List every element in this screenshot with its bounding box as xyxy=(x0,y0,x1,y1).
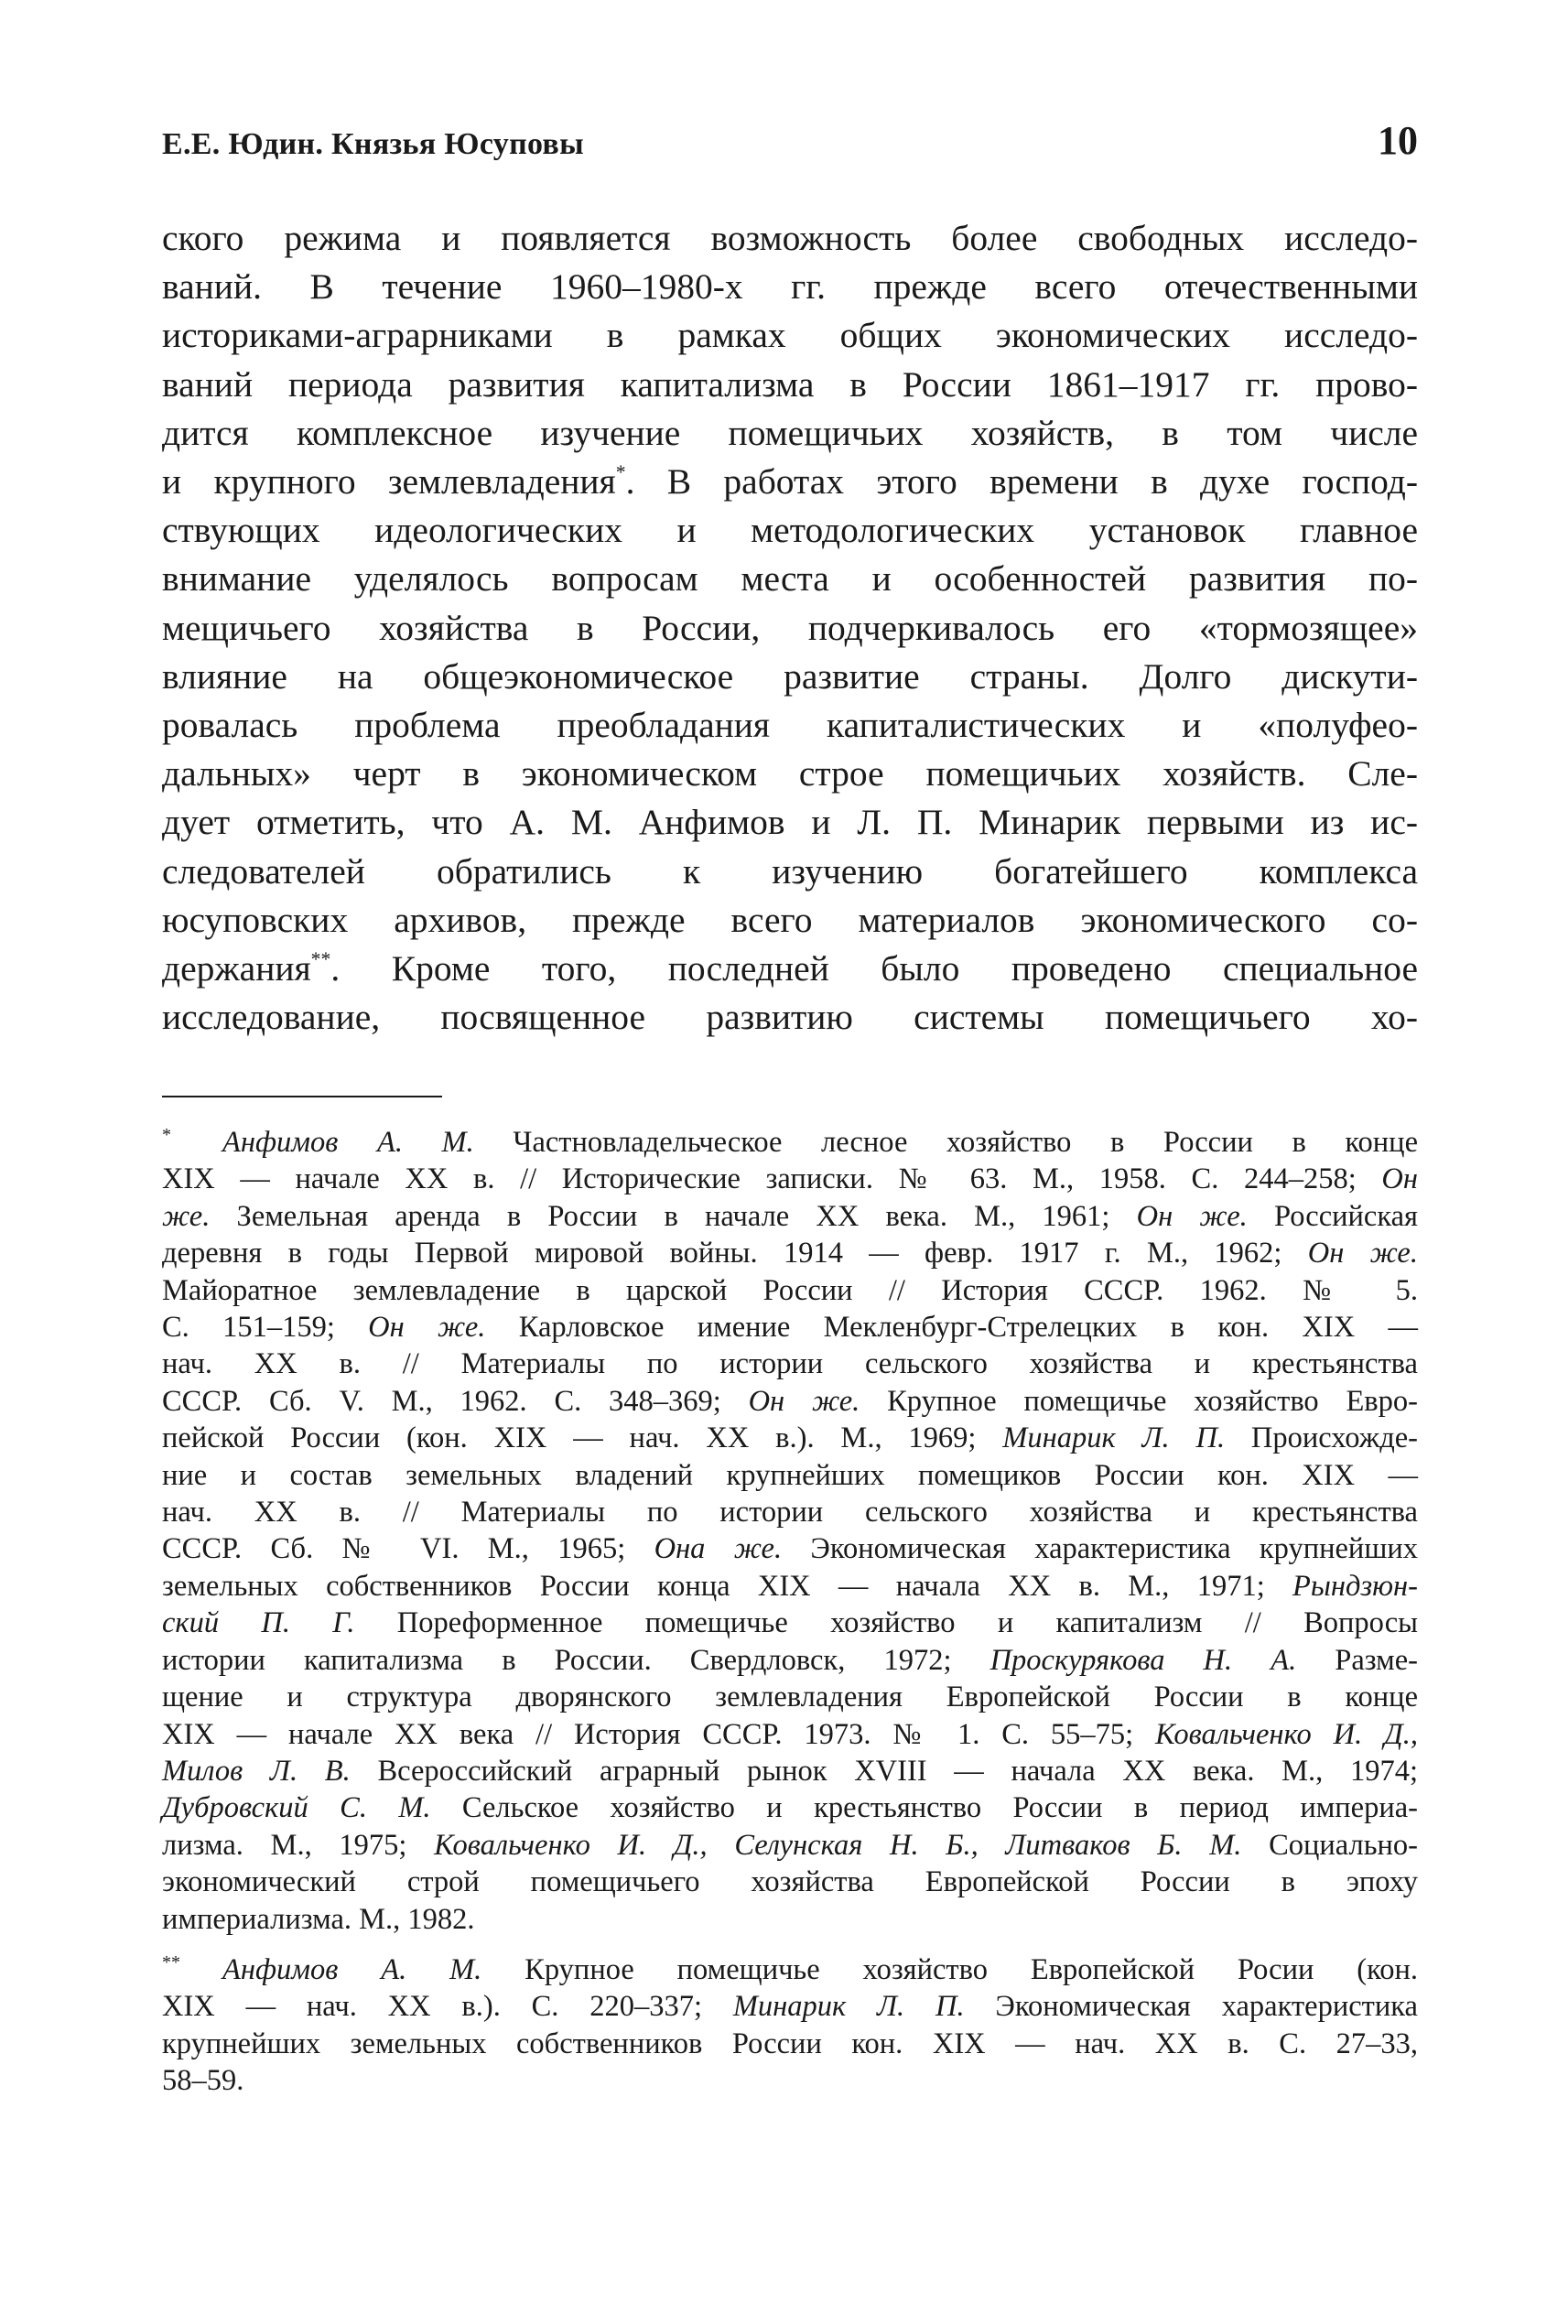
text-line: дится комплексное изучение помещичьих хозяйств, в том числе xyxy=(162,412,1418,453)
footnote-line xyxy=(162,1568,1418,1605)
citation: Пореформенное помещичье хозяйство и капитализм // Вопросы xyxy=(354,1606,1418,1640)
text-fragment: . Кроме того, последней было проведено специальное xyxy=(330,948,1418,989)
footnote-line xyxy=(162,1827,1418,1864)
citation: Экономическая характеристика крупнейших xyxy=(782,1532,1418,1566)
citation: Экономическая характеристика xyxy=(964,1990,1418,2024)
footnote-2 xyxy=(162,1944,1418,2100)
footnote-line: щение и структура дворянского землевладения Европейской России в конце xyxy=(162,1681,1418,1714)
citation: С. 151–159; xyxy=(162,1311,369,1345)
text-line: дует отметить, что А. М. Анфимов и Л. П. Минарик первыми из ис- xyxy=(162,802,1418,843)
text-line: исследование, посвященное развитию системы помещичьего хо- xyxy=(162,997,1418,1038)
text-line: следователей обратились к изучению богатейшего комплекса xyxy=(162,850,1418,892)
citation: лизма. М., 1975; xyxy=(162,1828,435,1862)
footnote-line: Майоратное землевладение в царской России // История СССР. 1962. № 5. xyxy=(162,1273,1418,1307)
citation: XIX — начале XX века // История СССР. 1973. № 1. С. 55–75; xyxy=(162,1717,1156,1751)
author: Минарик Л. П. xyxy=(1002,1421,1226,1455)
text-fragment: держания xyxy=(162,948,311,989)
book-page xyxy=(162,0,1418,2324)
footnote-line: 58–59. xyxy=(162,2064,244,2098)
author: Анфимов А. М. xyxy=(222,1952,482,1986)
author: Анфимов А. М. xyxy=(222,1126,474,1159)
text-line: дальных» черт в экономическом строе помещичьих хозяйств. Сле- xyxy=(162,753,1418,794)
citation: Земельная аренда в России в начале XX века. М., 1961; xyxy=(210,1199,1137,1233)
text-line: ствующих идеологических и методологических установок главное xyxy=(162,510,1418,551)
author: Минарик Л. П. xyxy=(732,1990,965,2024)
text-line: внимание уделялось вопросам места и особенностей развития по- xyxy=(162,558,1418,600)
main-text xyxy=(162,214,1418,1042)
citation: СССР. Сб. V. М., 1962. С. 348–369; xyxy=(162,1384,749,1418)
author: ский П. Г. xyxy=(162,1606,355,1640)
author: Дубровский С. М. xyxy=(162,1791,431,1825)
author: Милов Л. В. xyxy=(162,1754,351,1788)
text-fragment: . В работах этого времени в духе господ- xyxy=(625,461,1418,503)
citation: Сельское хозяйство и крестьянство России в период империа- xyxy=(430,1791,1418,1825)
footnote-ref-1[interactable]: * xyxy=(615,460,626,483)
footnote-separator xyxy=(162,1096,442,1097)
citation: Карловское имение Мекленбург-Стрелецких в кон. XIX — xyxy=(485,1311,1418,1345)
footnotes xyxy=(162,1117,1418,2106)
author: Ковальченко И. Д., xyxy=(1155,1717,1418,1751)
footnote-line xyxy=(162,1642,1418,1679)
citation: Происхожде- xyxy=(1225,1421,1418,1455)
footnote-mark: * xyxy=(162,1125,171,1145)
footnote-line xyxy=(162,1309,1418,1346)
footnote-1 xyxy=(162,1117,1418,1938)
citation: Социально- xyxy=(1241,1828,1419,1862)
footnote-line xyxy=(162,1420,1418,1456)
text-line: ваний. В течение 1960–1980-х гг. прежде всего отечественными xyxy=(162,266,1418,308)
text-line: ровалась проблема преобладания капиталистических и «полуфео- xyxy=(162,705,1418,746)
footnote-line: ние и состав земельных владений крупнейших помещиков России кон. XIX — xyxy=(162,1458,1418,1492)
footnote-line: экономический строй помещичьего хозяйства Европейской России в эпоху xyxy=(162,1865,1418,1899)
citation: СССР. Сб. № VI. М., 1965; xyxy=(162,1532,654,1566)
footnote-line xyxy=(162,1383,1418,1420)
author: Ковальченко И. Д., Селунская Н. Б., Литваков Б. М. xyxy=(434,1828,1242,1862)
text-line: ского режима и появляется возможность более свободных исследо- xyxy=(162,218,1418,258)
footnote-ref-2[interactable]: ** xyxy=(310,947,331,970)
citation: деревня в годы Первой мировой войны. 1914 — февр. 1917 г. М., 1962; xyxy=(162,1237,1308,1270)
footnote-line xyxy=(162,1716,1418,1753)
citation: Всероссийский аграрный рынок XVIII — начала XX века. М., 1974; xyxy=(350,1754,1418,1788)
text-line: историками-аграрниками в рамках общих экономических исследо- xyxy=(162,315,1418,356)
footnote-line: крупнейших земельных собственников России кон. XIX — нач. XX в. С. 27–33, xyxy=(162,2027,1418,2060)
author: Он же. xyxy=(1136,1199,1248,1233)
footnote-line xyxy=(162,1988,1418,2025)
author: Он xyxy=(1381,1162,1418,1196)
text-line: мещичьего хозяйства в России, подчеркивалось его «тормозящее» xyxy=(162,607,1418,648)
citation: пейской России (кон. XIX — нач. XX в.). М., 1969; xyxy=(162,1421,1003,1455)
footnote-line xyxy=(162,1198,1418,1235)
text-line: юсуповских архивов, прежде всего материалов экономического со- xyxy=(162,899,1418,940)
footnote-line xyxy=(162,1161,1418,1197)
text-line xyxy=(162,945,1418,993)
citation: XIX — начале XX в. // Исторические записки. № 63. М., 1958. С. 244–258; xyxy=(162,1162,1382,1196)
footnote-line xyxy=(162,1944,1418,1988)
text-line xyxy=(162,458,1418,506)
footnote-line: нач. XX в. // Материалы по истории сельского хозяйства и крестьянства xyxy=(162,1347,1418,1381)
citation: земельных собственников России конца XIX — начала XX в. М., 1971; xyxy=(162,1569,1293,1603)
text-fragment: и крупного землевладения xyxy=(162,461,616,503)
author: же. xyxy=(162,1199,211,1233)
footnote-line: нач. XX в. // Материалы по истории сельского хозяйства и крестьянства xyxy=(162,1496,1418,1530)
footnote-mark: ** xyxy=(162,1951,180,1973)
text-line: влияние на общеэкономическое развитие страны. Долго дискути- xyxy=(162,655,1418,697)
text-line: ваний периода развития капитализма в России 1861–1917 гг. прово- xyxy=(162,363,1418,405)
citation: Крупное помещичье хозяйство Евро- xyxy=(860,1384,1418,1418)
citation: истории капитализма в России. Свердловск, 1972; xyxy=(162,1643,990,1677)
citation: Российская xyxy=(1247,1199,1418,1233)
citation: XIX — нач. XX в.). С. 220–337; xyxy=(162,1990,733,2024)
citation: Частновладельческое лесное хозяйство в России в конце xyxy=(473,1126,1418,1159)
footnote-line xyxy=(162,1753,1418,1789)
footnote-line xyxy=(162,1117,1418,1161)
author: Проскурякова Н. А. xyxy=(989,1643,1297,1677)
author: Она же. xyxy=(654,1532,783,1566)
running-head xyxy=(162,117,1418,172)
running-title: Е.Е. Юдин. Князья Юсуповы xyxy=(162,127,584,161)
citation: Разме- xyxy=(1296,1643,1418,1677)
footnote-line xyxy=(162,1235,1418,1271)
footnote-line xyxy=(162,1530,1418,1567)
footnote-line: империализма. М., 1982. xyxy=(162,1902,475,1936)
author: Он же. xyxy=(748,1384,860,1418)
footnote-line xyxy=(162,1605,1418,1641)
footnote-line xyxy=(162,1789,1418,1826)
citation: Крупное помещичье хозяйство Европейской Росии (кон. xyxy=(481,1952,1418,1986)
author: Он же. xyxy=(1307,1237,1418,1270)
author: Рындзюн- xyxy=(1292,1569,1418,1603)
author: Он же. xyxy=(368,1311,486,1345)
page-number: 10 xyxy=(1378,118,1418,163)
